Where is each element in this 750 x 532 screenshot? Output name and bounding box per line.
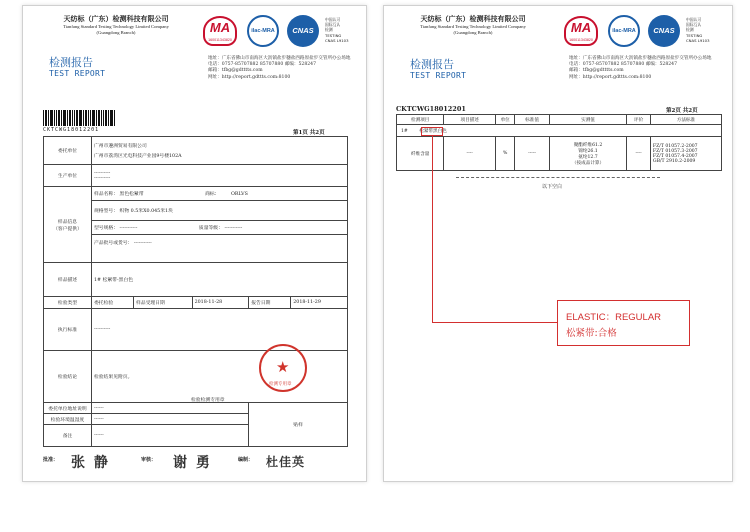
leader-line-horizontal: [432, 322, 558, 323]
trademark-value: ORLVS: [231, 192, 248, 197]
prepare-label: 编制：: [238, 457, 254, 463]
fiber-content-unit: %: [495, 137, 514, 171]
sample-name-value: 黑色松紧带: [119, 192, 144, 197]
client-label: 委托单位: [44, 137, 92, 165]
col-evaluation: 评价: [627, 115, 651, 125]
blank-note: 以下空白: [542, 184, 563, 190]
fiber-content-row: [397, 137, 722, 171]
audit-label: 审核：: [141, 457, 157, 463]
sample-info-label: 样品信息 （客户提供）: [44, 187, 92, 263]
cma-logo: MA 160011343820: [564, 16, 598, 46]
seal-star-icon: ★: [276, 358, 290, 376]
attached-sample-cell: 贴样: [249, 403, 348, 447]
company-name-en: Tianfang Standard Testing Technology Limited Company (Guangdong Branch): [420, 24, 526, 35]
standard-value: ----------: [92, 309, 348, 351]
report-date-value: 2018-11-29: [291, 297, 348, 309]
callout-line-en: ELASTIC：REGULAR: [566, 312, 662, 323]
col-test-item: 检测项目: [397, 115, 444, 125]
report-page-1: [22, 5, 367, 482]
seal-caption: 检验检测专用章: [191, 398, 225, 403]
receive-date-value: 2018-11-28: [192, 297, 249, 309]
contact-block: [569, 56, 729, 81]
conclusion-value: 检验结果见附页。: [92, 351, 348, 403]
fiber-content-method: FZ/T 01057.2-2007 FZ/T 01057.3-2007 FZ/T 01057.4-2007 GB/T 2910.2-2009: [650, 137, 721, 171]
remarks-value: ------: [92, 425, 249, 447]
preparer-signature: 杜佳英: [266, 455, 306, 469]
official-seal: ★ 检测专用章: [259, 344, 307, 392]
addr-info-value: ------: [92, 403, 249, 414]
commission-value: 委托检验: [92, 297, 134, 309]
sample-id: 1#: [401, 128, 408, 134]
report-page-2: [383, 5, 733, 482]
page-number: 第1页 共2页: [293, 130, 325, 136]
quality-grade-value: -----------: [224, 226, 243, 231]
results-table: [396, 114, 722, 171]
sample-info-value: 样品名称： 黑色松紧带 商标： ORLVS 规格型号： 织物 0.5米X0.045米1块 型号规格： ----------- 质量等级： ----------- 产品批号或货号： -----------: [92, 187, 348, 263]
auditor-signature: 谢 勇: [173, 455, 212, 471]
page-number: 第2页 共2页: [666, 108, 698, 114]
receive-date-label: 样品受理日期: [133, 297, 192, 309]
sample-row: [397, 125, 722, 137]
sample-name: 松紧带: [419, 128, 434, 134]
producer-value: ---------- ----------: [92, 165, 348, 187]
addr-info-label: 委托单位地址说明: [44, 403, 92, 414]
sample-row-cell: [397, 125, 722, 137]
inspection-type-label: 检验类型: [44, 297, 92, 309]
cma-logo: MA 160011343820: [203, 16, 237, 46]
standard-label: 执行标准: [44, 309, 92, 351]
address-text: 地址：广东省佛山市南海区大沥镇盐步穗盐西路原盐步交管所办公场地: [208, 56, 351, 61]
client-value: 广州市遵洲贸易有限公司 广州市荔湾区光电科技产业园9号楼102A: [92, 137, 348, 165]
fiber-content-std: -----: [515, 137, 549, 171]
col-standard: 标准值: [515, 115, 549, 125]
report-title-en: TEST REPORT: [410, 71, 467, 80]
env-info-label: 检验环境温湿度: [44, 414, 92, 425]
producer-label: 生产单位: [44, 165, 92, 187]
sample-desc-value: 1# 松紧带-黑白色: [92, 263, 348, 297]
spec-value: 织物 0.5米X0.045米1块: [119, 209, 173, 214]
conclusion-label: 检验结论: [44, 351, 92, 403]
report-title-cn: 检测报告: [410, 58, 454, 71]
fiber-content-measured: 聚酯纤维61.2 锦纶26.1 氨纶12.7 （按成品计算）: [549, 137, 626, 171]
approver-signature: 张 静: [71, 455, 110, 471]
report-title-en: TEST REPORT: [49, 69, 106, 78]
report-title-cn: 检测报告: [49, 56, 93, 69]
barcode-number: CKTCWG18012201: [43, 127, 100, 133]
fiber-content-desc: ----: [444, 137, 496, 171]
cnas-logo: CNAS: [287, 15, 319, 47]
address-text: 地址：广东省佛山市南海区大沥镇盐步穗盐西路原盐步交管所办公场地: [569, 56, 712, 61]
env-info-value: ------: [92, 414, 249, 425]
fiber-content-item: 纤维含量: [397, 137, 444, 171]
col-method: 方法标准: [650, 115, 721, 125]
report-number: CKTCWG18012201: [396, 105, 466, 113]
cnas-logo: CNAS: [648, 15, 680, 47]
website-text: 网址：http://report.gdttts.com:8100: [208, 74, 291, 80]
phone-text: 电话：0757-85707882 85707880 邮编：528247: [569, 62, 678, 68]
col-unit: 单位: [495, 115, 514, 125]
remarks-label: 备注: [44, 425, 92, 447]
email-text: 邮箱：tfbg@gdtttts.com: [208, 68, 263, 74]
fiber-content-eval: ----: [627, 137, 651, 171]
ilac-mra-logo: ilac-MRA: [247, 15, 279, 47]
email-text: 邮箱：tfbg@gdtttts.com: [569, 68, 624, 74]
website-text: 网址：http://report.gdttts.com:8100: [569, 74, 652, 80]
highlight-box: [421, 127, 443, 136]
contact-block: [208, 56, 363, 81]
company-name-cn: 天纺标（广东）检测科技有限公司: [63, 14, 169, 23]
col-measured: 实测值: [549, 115, 626, 125]
leader-line-vertical: [432, 136, 433, 323]
report-date-label: 报告日期: [249, 297, 291, 309]
model-value: -----------: [119, 226, 138, 231]
results-header-row: [397, 115, 722, 125]
result-callout: [557, 300, 690, 346]
cnas-caption: 中国认可 国际互认 检测 TESTING CNAS L9103: [686, 17, 710, 43]
barcode: [43, 110, 116, 126]
blank-divider: [456, 177, 660, 178]
company-name-cn: 天纺标（广东）检测科技有限公司: [420, 14, 526, 23]
sample-color: 黑白色: [433, 128, 447, 134]
ilac-mra-logo: ilac-MRA: [608, 15, 640, 47]
sample-desc-label: 样品描述: [44, 263, 92, 297]
batch-no-value: -----------: [133, 241, 152, 246]
company-name-en: Tianfang Standard Testing Technology Limited Company (Guangdong Branch): [63, 24, 169, 35]
callout-line-cn: 松紧带:合格: [566, 328, 617, 339]
approve-label: 批准：: [43, 457, 59, 463]
cnas-caption: 中国认可 国际互认 检测 TESTING CNAS L9103: [325, 17, 349, 43]
phone-text: 电话：0757-85707882 85707880 邮编：528247: [208, 62, 317, 68]
col-description: 项目描述: [444, 115, 496, 125]
